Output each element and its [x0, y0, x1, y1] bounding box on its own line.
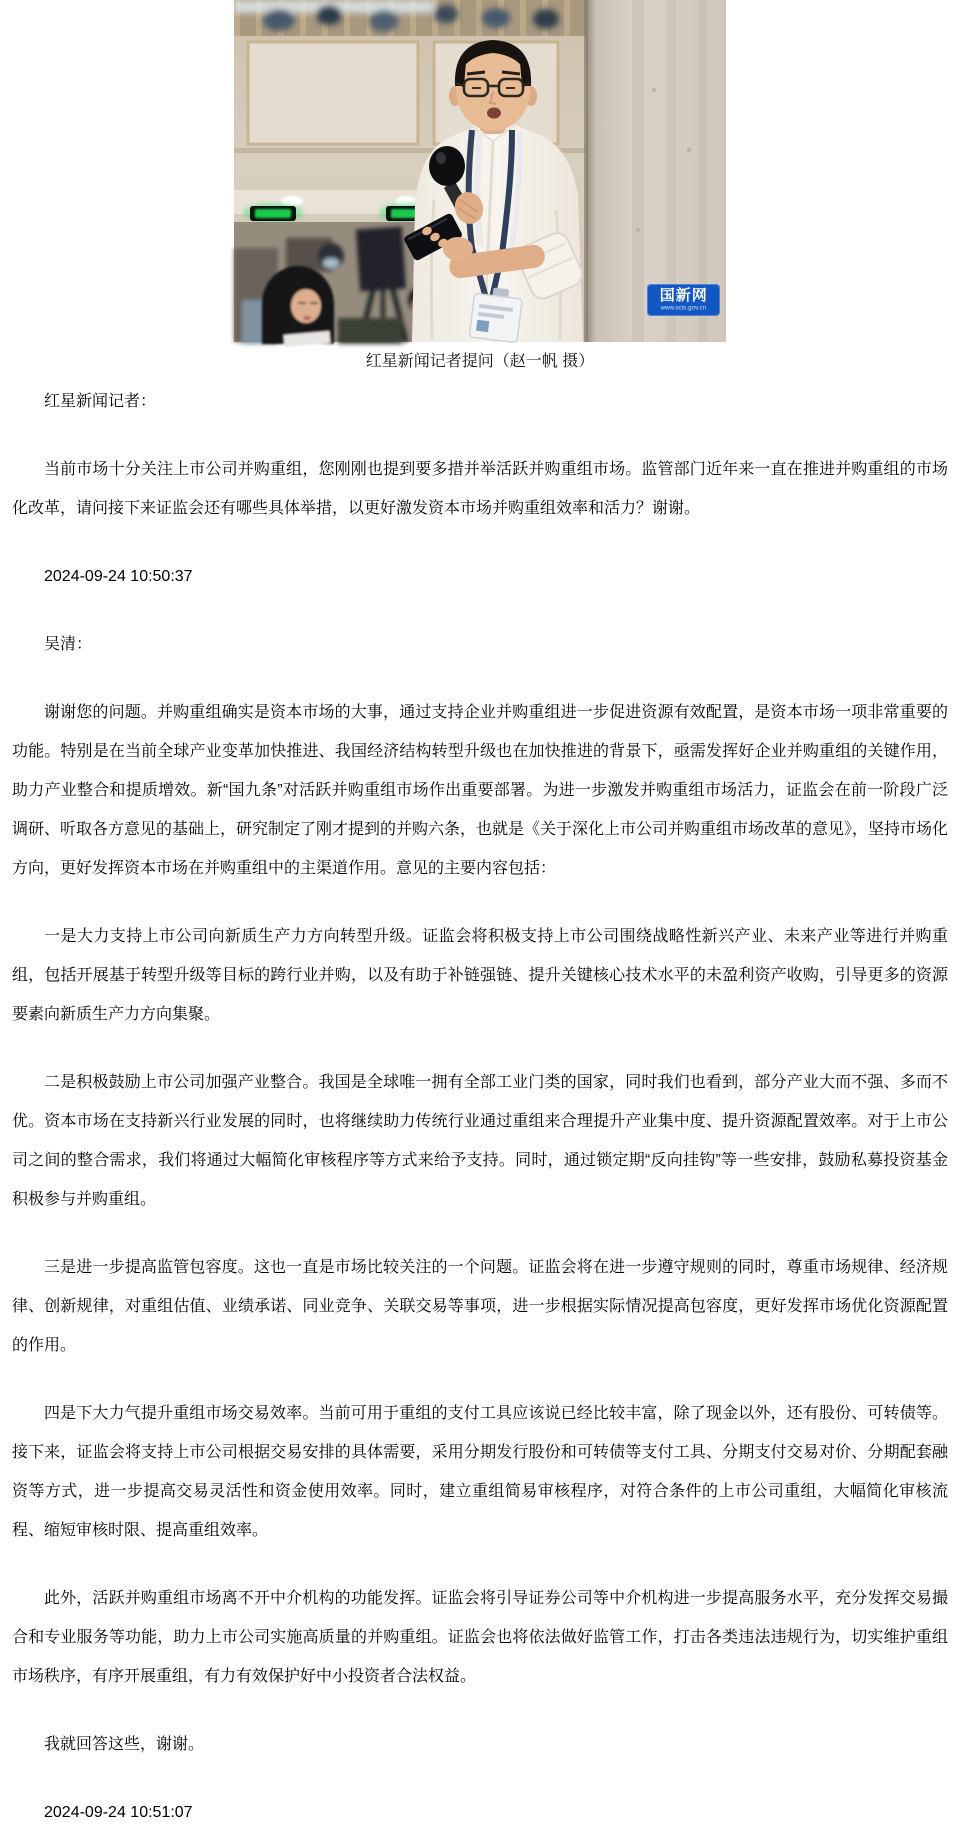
answer-thanks: 我就回答这些，谢谢。	[44, 1736, 205, 1753]
answer-paragraph-point2: 二是积极鼓励上市公司加强产业整合。我国是全球唯一拥有全部工业门类的国家，同时我们也看到，部分产业大而不强、多而不优。资本市场在支持新兴行业发展的同时，也将继续助力传统行业通过重组来合理提升产业集中度、提升资源配置效率。对于上市公司之间的整合需求，我们将通过大幅简化审核程序等方式来给予支持。同时，通过锁定期“反向挂钩”等一些安排，鼓励私募投资基金积极参与并购重组。	[12, 1074, 948, 1208]
watermark-title: 国新网	[659, 287, 708, 304]
answer-paragraph-closing: 此外，活跃并购重组市场离不开中介机构的功能发挥。证监会将引导证券公司等中介机构进一步提高服务水平，充分发挥交易撮合和专业服务等功能，助力上市公司实施高质量的并购重组。证监会也将依法做好监管工作，打击各类违法违规行为，切实维护重组市场秩序，有序开展重组，有力有效保护好中小投资者合法权益。	[12, 1590, 948, 1685]
scio-watermark	[647, 284, 720, 316]
exit-sign-icon	[243, 203, 303, 223]
transcript-content	[0, 382, 960, 1832]
timestamp-answer: 2024-09-24 10:51:07	[44, 1804, 193, 1821]
foreground-journalist	[262, 266, 334, 347]
photo-caption: 红星新闻记者提问（赵一帆 摄）	[365, 353, 595, 370]
answer-paragraph-point1: 一是大力支持上市公司向新质生产力方向转型升级。证监会将积极支持上市公司围绕战略性新兴产业、未来产业等进行并购重组，包括开展基于转型升级等目标的跨行业并购，以及有助于补链强链、提升关键核心技术水平的未盈利资产收购，引导更多的资源要素向新质生产力方向集聚。	[12, 928, 948, 1023]
question-paragraph: 当前市场十分关注上市公司并购重组，您刚刚也提到要多措并举活跃并购重组市场。监管部门近年来一直在推进并购重组的市场化改革，请问接下来证监会还有哪些具体举措，以更好激发资本市场并购重组效率和活力？谢谢。	[12, 461, 948, 517]
watermark-url: www.scio.gov.cn	[660, 304, 707, 312]
speaker-label-wuqing: 吴清：	[44, 636, 93, 653]
timestamp-question: 2024-09-24 10:50:37	[44, 568, 193, 585]
answer-paragraph-point3: 三是进一步提高监管包容度。这也一直是市场比较关注的一个问题。证监会将在进一步遵守规则的同时，尊重市场规律、经济规律、创新规律，对重组估值、业绩承诺、同业竞争、关联交易等事项，进一步根据实际情况提高包容度，更好发挥市场优化资源配置的作用。	[12, 1259, 948, 1354]
photo-section	[234, 0, 726, 374]
press-photo	[234, 0, 726, 342]
answer-paragraph-point4: 四是下大力气提升重组市场交易效率。当前可用于重组的支付工具应该说已经比较丰富，除了现金以外，还有股份、可转债等。接下来，证监会将支持上市公司根据交易安排的具体需要，采用分期发行股份和可转债等支付工具、分期支付交易对价、分期配套融资等方式，进一步提高交易灵活性和资金使用效率。同时，建立重组简易审核程序，对符合条件的上市公司重组，大幅简化审核流程、缩短审核时限、提高重组效率。	[12, 1405, 948, 1539]
answer-paragraph-intro: 谢谢您的问题。并购重组确实是资本市场的大事，通过支持企业并购重组进一步促进资源有效配置，是资本市场一项非常重要的功能。特别是在当前全球产业变革加快推进、我国经济结构转型升级也在加快推进的背景下，亟需发挥好企业并购重组的关键作用，助力产业整合和提质增效。新“国九条”对活跃并购重组市场作出重要部署。为进一步激发并购重组市场活力，证监会在前一阶段广泛调研、听取各方意见的基础上，研究制定了刚才提到的并购六条，也就是《关于深化上市公司并购重组市场改革的意见》，坚持市场化方向，更好发挥资本市场在并购重组中的主渠道作用。意见的主要内容包括：	[12, 704, 949, 877]
left-hand	[443, 237, 473, 261]
open-mouth	[487, 108, 501, 119]
speaker-label-reporter: 红星新闻记者：	[44, 393, 157, 410]
